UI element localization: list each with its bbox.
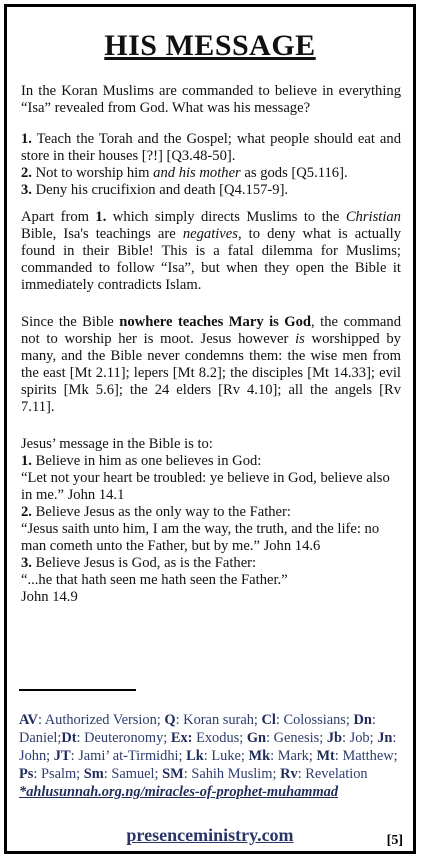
abbreviation-glossary bbox=[19, 711, 401, 801]
quran-message-list bbox=[21, 131, 401, 199]
point-emphasis: and his mother bbox=[153, 165, 241, 181]
abbr: Cl bbox=[261, 712, 276, 728]
bible-point bbox=[21, 504, 401, 521]
divider bbox=[19, 689, 136, 691]
abbr-definition: : Mark; bbox=[270, 748, 317, 764]
page-number: [5] bbox=[386, 833, 403, 848]
abbr: Dt bbox=[61, 730, 77, 746]
worship-paragraph bbox=[21, 314, 401, 416]
abbr-definition: : Authorized Version; bbox=[37, 712, 165, 728]
point-number: 1. bbox=[21, 131, 32, 147]
abbr-definition: : Koran surah; bbox=[175, 712, 262, 728]
page-title: HIS MESSAGE bbox=[104, 29, 316, 62]
bible-point bbox=[21, 453, 401, 470]
emphasis-is: is bbox=[295, 331, 305, 347]
text-run: , the command not to worship her is moot. Jesus however bbox=[21, 314, 401, 347]
bible-intro: Jesus’ message in the Bible is to: bbox=[21, 436, 213, 452]
bible-reference: John 14.9 bbox=[21, 589, 78, 605]
abbr: Rv bbox=[280, 766, 298, 782]
text-run: Apart from bbox=[21, 209, 96, 225]
abbr: Lk bbox=[186, 748, 204, 764]
abbr-definition: : Matthew; bbox=[334, 748, 398, 764]
page-frame bbox=[4, 4, 416, 854]
point-text: Believe in him as one believes in God: bbox=[31, 453, 262, 469]
abbr-definition: : Colossians; bbox=[275, 712, 354, 728]
abbr-definition: : Luke; bbox=[203, 748, 249, 764]
text-run: worshipped by many, and the Bible never condemns them: the wise men from the east [Mt 2.11]; lepers [Mt 8.2]; the disciples [Mt 14.33]; evil spirits [Mk 5.6]; the 24 elders [Rv 4.10]; all the angels [Rv 7.11]. bbox=[21, 331, 401, 415]
point-number: 2. bbox=[21, 165, 32, 181]
text-run: , to deny what is actually found in their Bible! This is a fatal dilemma for Muslims; commanded to follow “Isa”, but when they open the Bible it immediately contradicts Islam. bbox=[21, 226, 401, 293]
point-number: 3. bbox=[21, 555, 32, 571]
point-text: Not to worship him bbox=[31, 165, 154, 181]
abbr-definition: : Sahih Muslim; bbox=[183, 766, 281, 782]
abbr: Mk bbox=[248, 748, 271, 764]
abbr-definition: : Jami’ at-Tirmidhi; bbox=[70, 748, 187, 764]
abbr-definition: : Revelation bbox=[297, 766, 368, 782]
text-run: Bible, Isa's teachings are bbox=[21, 226, 183, 242]
bible-point bbox=[21, 555, 401, 572]
bible-quote: “Let not your heart be troubled: ye believe in God, believe also in me.” John 14.1 bbox=[21, 470, 390, 503]
point-number: 3. bbox=[21, 182, 32, 198]
abbr: Jn bbox=[377, 730, 393, 746]
abbr-definition: : Daniel; bbox=[19, 712, 376, 746]
point-text: Deny his crucifixion and death [Q4.157-9]. bbox=[31, 182, 289, 198]
point-number: 2. bbox=[21, 504, 32, 520]
text-run: Since the Bible bbox=[21, 314, 120, 330]
footer-website-link[interactable]: presenceministry.com bbox=[126, 825, 294, 845]
abbr: AV bbox=[19, 712, 38, 728]
main-content bbox=[21, 83, 401, 606]
abbr: SM bbox=[162, 766, 184, 782]
bible-message-section bbox=[21, 436, 401, 606]
emphasis-christian: Christian bbox=[345, 209, 401, 225]
abbr-definition: : John; bbox=[19, 730, 397, 764]
bible-quote: “...he that hath seen me hath seen the Father.” bbox=[21, 572, 288, 588]
abbr-definition: : Job; bbox=[342, 730, 378, 746]
abbr-definition: : Genesis; bbox=[266, 730, 327, 746]
point-text: Believe Jesus as the only way to the Father: bbox=[31, 504, 291, 520]
point-reference: 1. bbox=[95, 209, 107, 225]
point-text: Teach the Torah and the Gospel; what people should eat and store in their houses [?!] [Q3.48-50]. bbox=[21, 131, 401, 164]
bible-quote: “Jesus saith unto him, I am the way, the truth, and the life: no man cometh unto the Father, but by me.” John 14.6 bbox=[21, 521, 380, 554]
abbr: Sm bbox=[83, 766, 104, 782]
point-text: Believe Jesus is God, as is the Father: bbox=[31, 555, 257, 571]
source-link[interactable]: *ahlusunnah.org.ng/miracles-of-prophet-muhammad bbox=[19, 784, 339, 800]
abbr: Dn bbox=[353, 712, 372, 728]
abbr: Ex: bbox=[170, 730, 193, 746]
dilemma-paragraph bbox=[21, 209, 401, 294]
abbr: Q bbox=[164, 712, 176, 728]
point-text: as gods [Q5.116]. bbox=[240, 165, 348, 181]
abbr-definition: Exodus; bbox=[192, 730, 247, 746]
abbr-definition: : Samuel; bbox=[103, 766, 163, 782]
text-run: which simply directs Muslims to the bbox=[106, 209, 346, 225]
bold-statement: nowhere teaches Mary is God bbox=[119, 314, 312, 330]
abbr: Gn bbox=[246, 730, 267, 746]
abbr-definition: : Psalm; bbox=[33, 766, 84, 782]
intro-paragraph: In the Koran Muslims are commanded to believe in everything “Isa” revealed from God. What was his message? bbox=[21, 83, 401, 116]
abbr: Ps bbox=[19, 766, 34, 782]
abbr: Mt bbox=[316, 748, 335, 764]
abbr-definition: : Deuteronomy; bbox=[76, 730, 171, 746]
point-number: 1. bbox=[21, 453, 32, 469]
abbr: Jb bbox=[326, 730, 343, 746]
abbr: JT bbox=[53, 748, 71, 764]
emphasis-negatives: negatives bbox=[182, 226, 238, 242]
